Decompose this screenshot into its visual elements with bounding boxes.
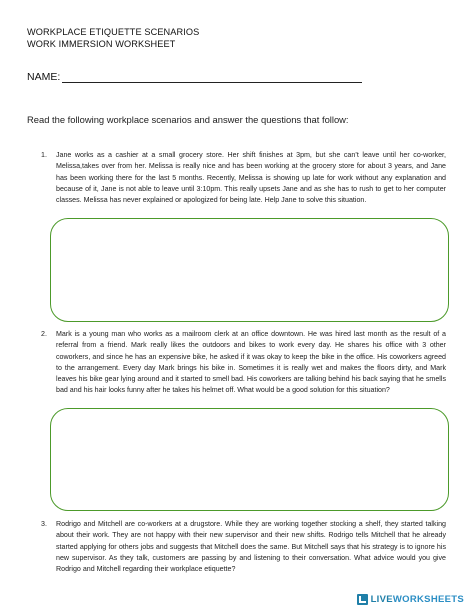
question-1 [41, 150, 446, 206]
name-input-line[interactable] [62, 71, 362, 83]
worksheet-subtitle: WORK IMMERSION WORKSHEET [27, 39, 176, 49]
question-text: Rodrigo and Mitchell are co-workers at a drugstore. While they are working together stocking a shelf, they started talking about their work. They are not happy with their new supervisor and their new shifts. Rodrigo tells Mitchell that he already started applying for others jobs and suggests that Mitchell does the same. But Mitchell says that his strategy is to ignore his new supervisor. As they talk, customers are passing by and listening to their conversation. What advice would you give Rodrigo and Mitchell regarding their workplace etiquette? [56, 520, 446, 574]
watermark-text-rest: WORKSHEETS [392, 594, 464, 605]
question-number: 1. [41, 151, 47, 159]
answer-box-1[interactable] [50, 218, 449, 322]
liveworksheets-watermark [357, 594, 464, 605]
question-text: Jane works as a cashier at a small grocery store. Her shift finishes at 3pm, but she can’t leave until her co-worker, Melissa,takes over from her. Melissa is really nice and has been working at the grocery store for about 3 years, and Jane has been working there for the last 5 months. Recently, Melissa is showing up late for work without any explanation and because of it, Jane is not able to leave until 3:10pm. This really upsets Jane and as she has to rush to get to her computer classes. Melissa has never explained or apologized for being late. Help Jane to solve this situation. [56, 151, 446, 205]
answer-box-2[interactable] [50, 408, 449, 511]
question-number: 3. [41, 520, 47, 528]
question-2 [41, 329, 446, 397]
question-number: 2. [41, 330, 47, 338]
question-3 [41, 519, 446, 575]
watermark-text-live: LIVE [370, 594, 393, 605]
liveworksheets-logo-icon [357, 594, 368, 605]
question-text: Mark is a young man who works as a mailroom clerk at an office downtown. He was hired last month as the result of a referral from a friend. Mark really likes the outdoors and bikes to work every day. He shares his office with 3 other coworkers, and since he has an expensive bike, he asked if it was okay to keep the bike in the office. His coworkers agreed to the arrangement. Every day Mark brings his bike in. Sometimes it is really wet and makes the floors dirty, and Mark leaves his bike gear lying around and it started to smell bad. His coworkers are talking behind his back saying that he smells bad and his hair looks funny after he takes his helmet off. What would be a good solution for this situation? [56, 330, 446, 395]
worksheet-title: WORKPLACE ETIQUETTE SCENARIOS [27, 27, 200, 37]
name-field-row [27, 71, 362, 83]
instructions-text: Read the following workplace scenarios and answer the questions that follow: [27, 114, 349, 125]
name-label: NAME: [27, 71, 61, 83]
